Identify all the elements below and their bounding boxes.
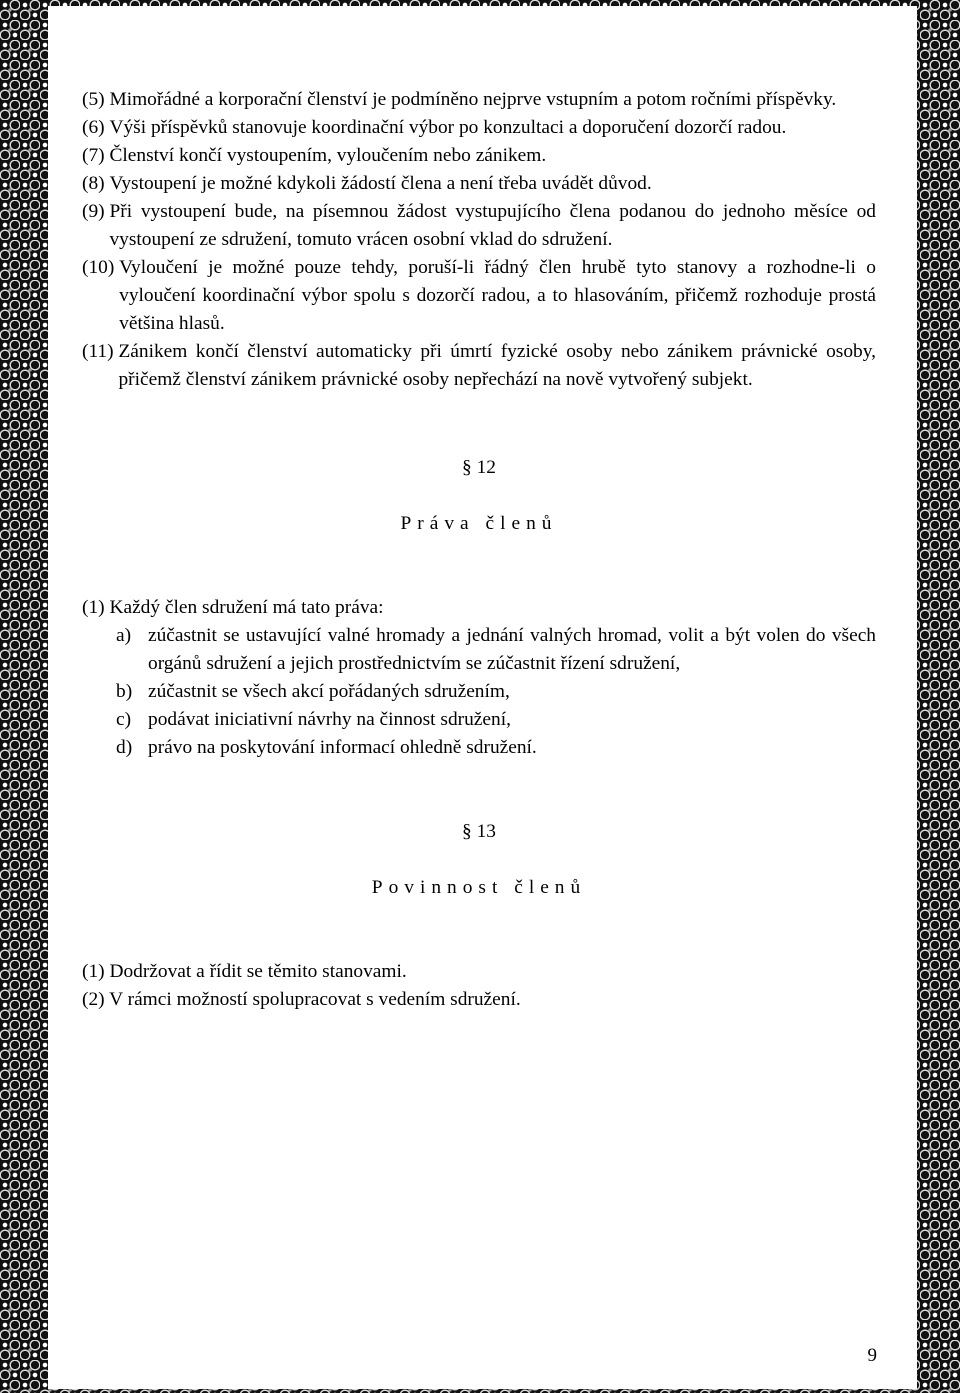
list-item-text: právo na poskytování informací ohledně sdružení.: [148, 737, 537, 758]
list-item: [116, 734, 876, 762]
paragraph-text: Při vystoupení bude, na písemnou žádost vystupujícího člena podanou do jednoho měsíce od vystoupení ze sdružení, tomuto vrácen osobní vklad do sdružení.: [109, 201, 876, 250]
paragraph-5: [82, 86, 876, 114]
paragraph-text: Zánikem končí členství automaticky při úmrtí fyzické osoby nebo zánikem právnické osoby, přičemž členství zánikem právnické osoby nepřechází na nově vytvořený subjekt.: [118, 341, 876, 390]
section-13-heading: § 13: [462, 821, 496, 842]
paragraph-10: [82, 254, 876, 338]
paragraph-text: Výši příspěvků stanovuje koordinační výbor po konzultaci a doporučení dozorčí radou.: [109, 117, 787, 138]
paragraph-number: (11): [82, 341, 119, 362]
list-item: [116, 622, 876, 678]
page-number: 9: [867, 1345, 877, 1366]
section-13-item-2: (2) V rámci možností spolupracovat s vedením sdružení.: [82, 989, 521, 1010]
list-item-label: a): [116, 625, 132, 646]
paragraph-number: (10): [82, 257, 120, 278]
list-item-text: podávat iniciativní návrhy na činnost sdružení,: [148, 709, 511, 730]
paragraph-text: Členství končí vystoupením, vyloučením nebo zánikem.: [109, 145, 547, 166]
document-page: [48, 6, 917, 1389]
paragraph-11: [82, 338, 876, 394]
paragraph-text: Vystoupení je možné kdykoli žádostí člena a není třeba uvádět důvod.: [109, 173, 652, 194]
section-12-title: Práva členů: [400, 513, 558, 534]
paragraph-number: (9): [82, 201, 110, 222]
list-item: [116, 706, 876, 734]
paragraph-9: [82, 198, 876, 254]
paragraph-6: [82, 114, 876, 142]
paragraph-8: [82, 170, 876, 198]
list-item: [116, 678, 876, 706]
document-body: [82, 86, 876, 1014]
paragraph-number: (7): [82, 145, 110, 166]
list-item-label: c): [116, 709, 132, 730]
paragraph-text: Mimořádné a korporační členství je podmíněno nejprve vstupním a potom ročními příspěvky.: [109, 89, 837, 110]
section-12-heading: § 12: [462, 457, 496, 478]
paragraph-7: [82, 142, 876, 170]
paragraph-text: Vyloučení je možné pouze tehdy, poruší-li řádný člen hrubě tyto stanovy a rozhodne-li o vyloučení koordinační výbor spolu s dozorčí radou, a to hlasováním, přičemž rozhoduje prostá většina hlasů.: [119, 257, 876, 334]
list-item-text: zúčastnit se všech akcí pořádaných sdružením,: [148, 681, 510, 702]
list-item-text: zúčastnit se ustavující valné hromady a jednání valných hromad, volit a být volen do všech orgánů sdružení a jejich prostřednictvím se zúčastnit řízení sdružení,: [148, 625, 876, 674]
section-13-item-1: (1) Dodržovat a řídit se těmito stanovami.: [82, 961, 407, 982]
list-item-label: b): [116, 681, 133, 702]
section-13-title: Povinnost členů: [371, 877, 587, 898]
paragraph-number: (8): [82, 173, 110, 194]
paragraph-number: (6): [82, 117, 110, 138]
paragraph-number: (5): [82, 89, 110, 110]
section-12-intro: (1) Každý člen sdružení má tato práva:: [82, 597, 384, 618]
list-item-label: d): [116, 737, 133, 758]
